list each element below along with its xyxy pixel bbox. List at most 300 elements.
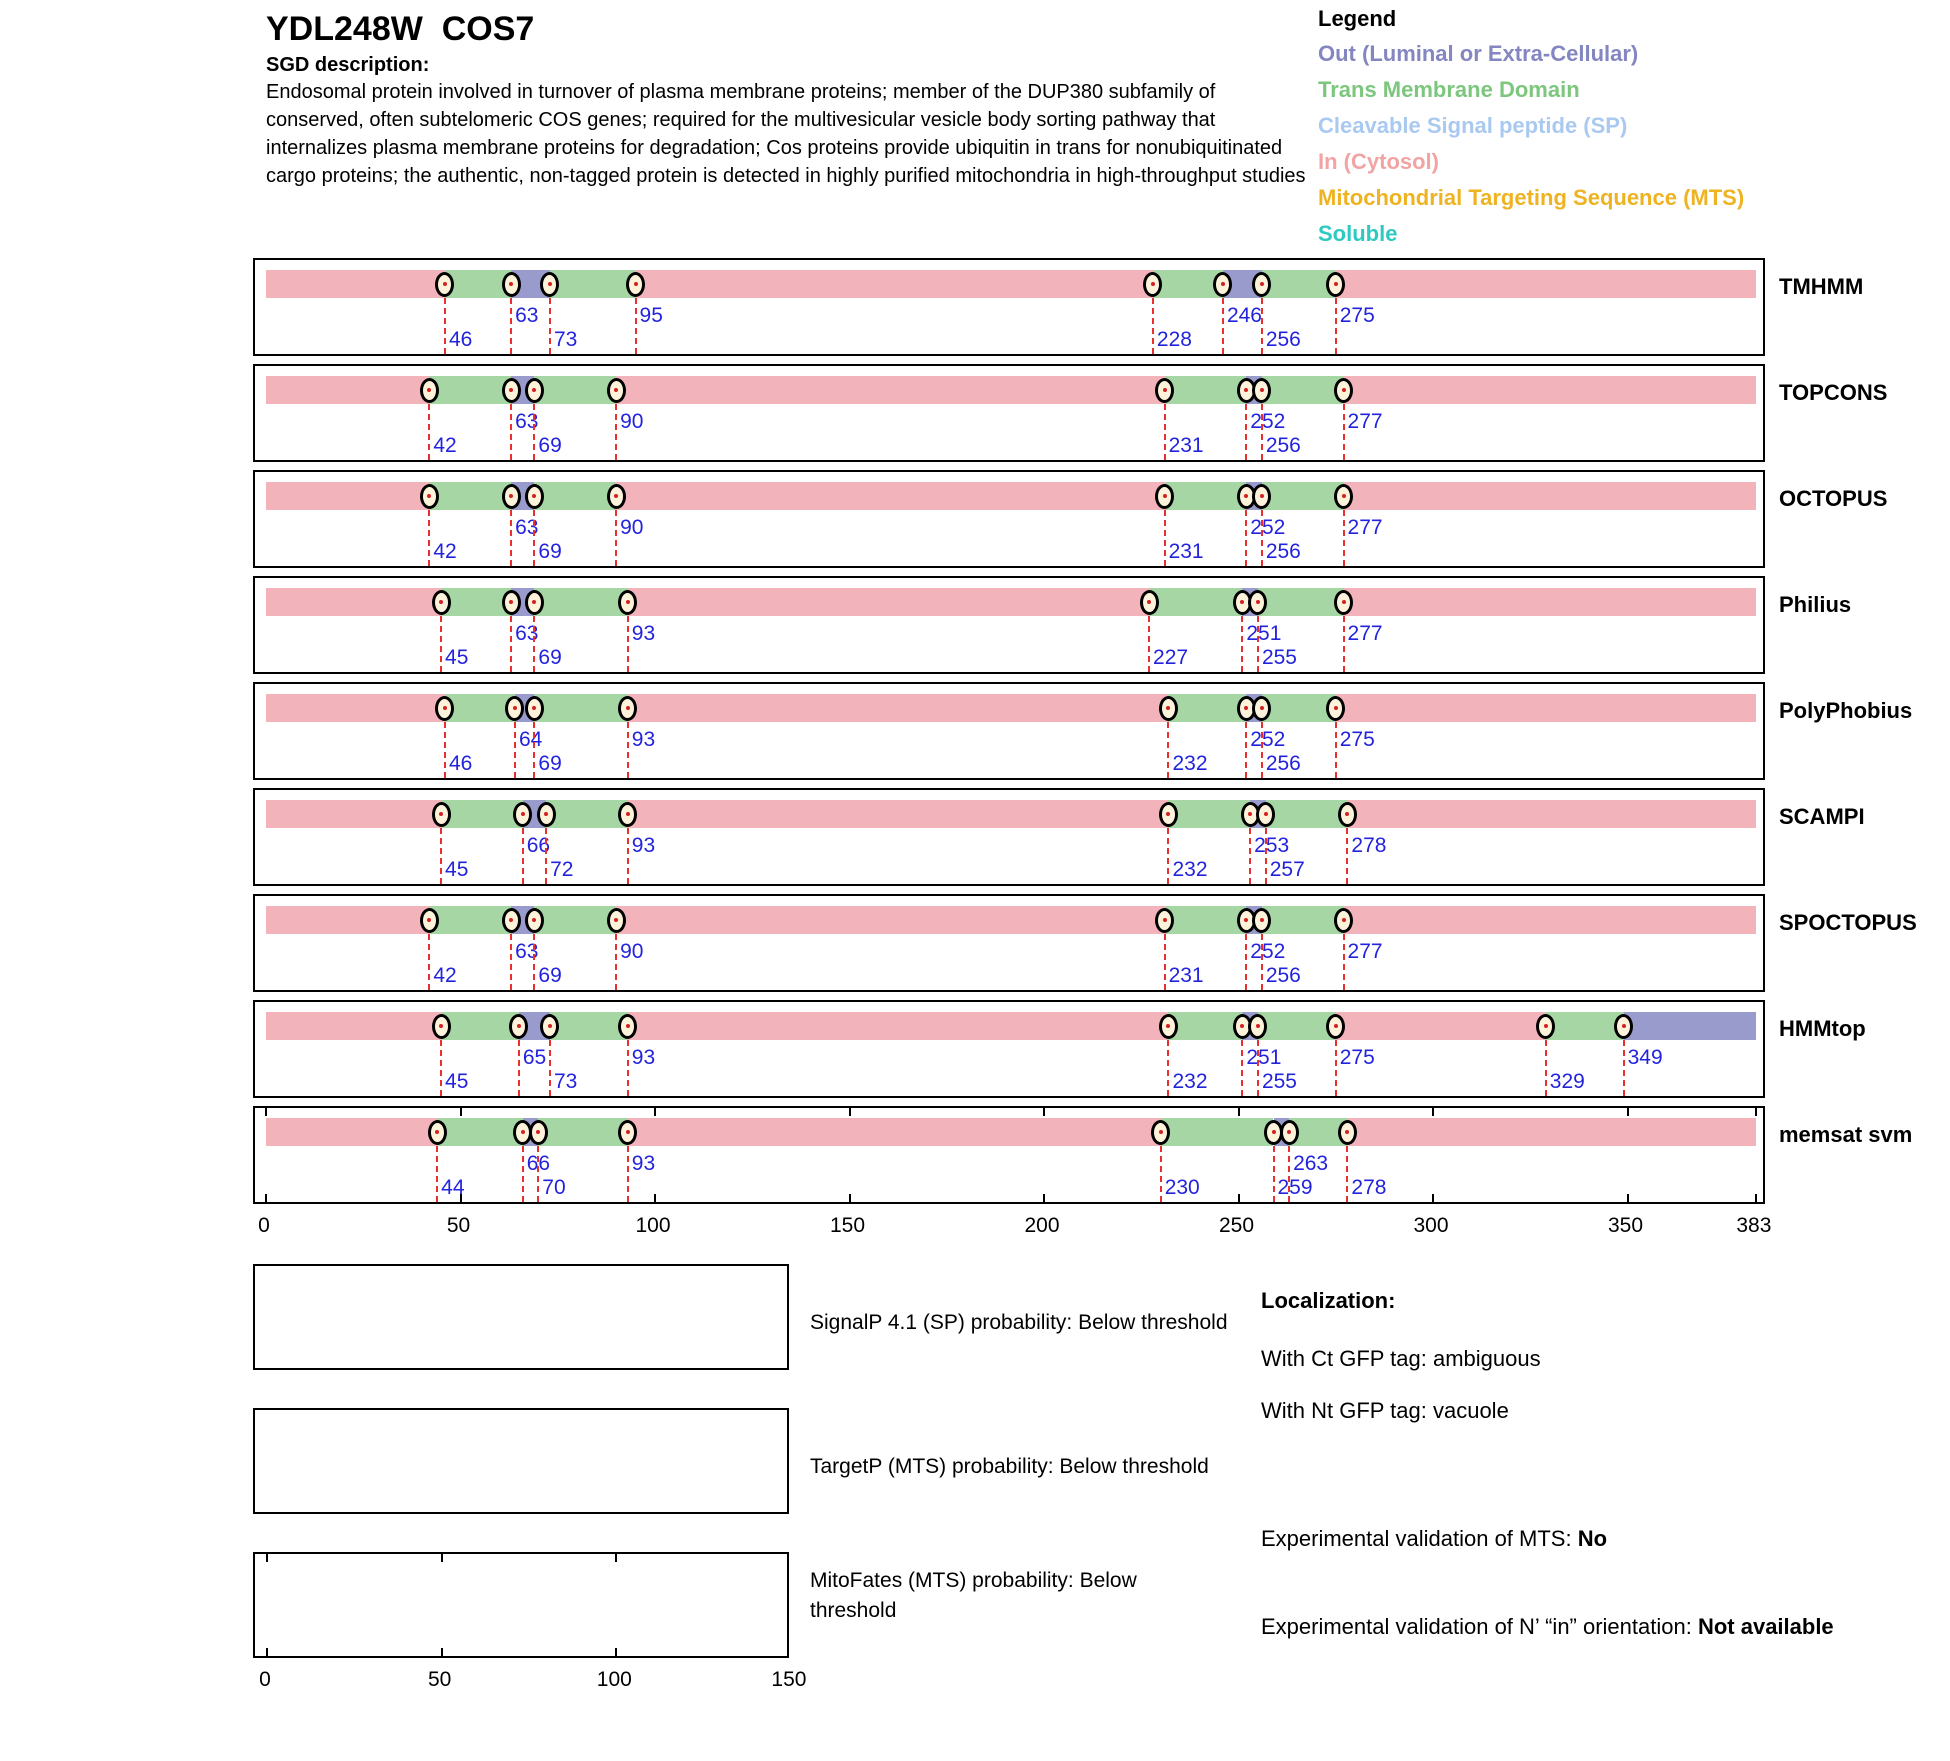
axis-tick-label: 50 — [446, 1214, 471, 1237]
segment-in — [616, 906, 1164, 934]
boundary-label: 90 — [620, 410, 644, 433]
boundary-marker — [1338, 802, 1357, 827]
segment-in — [628, 800, 1169, 828]
boundary-marker — [525, 378, 544, 403]
segment-tm — [441, 1012, 519, 1040]
boundary-label: 93 — [631, 1046, 656, 1069]
boundary-marker — [1338, 1120, 1357, 1145]
boundary-marker-dot — [1248, 812, 1252, 816]
boundary-marker-dot — [1244, 918, 1248, 922]
boundary-marker-dot — [1260, 388, 1264, 392]
boundary-label: 63 — [515, 304, 539, 327]
track-box-octopus — [253, 470, 1765, 568]
boundary-line — [1265, 828, 1267, 884]
boundary-marker-dot — [1151, 282, 1155, 286]
segment-tm — [1262, 376, 1344, 404]
boundary-marker-dot — [1342, 494, 1346, 498]
boundary-marker-dot — [439, 600, 443, 604]
track-box-hmmtop — [253, 1000, 1765, 1098]
boundary-marker — [502, 484, 521, 509]
boundary-line — [533, 722, 535, 778]
boundary-marker — [618, 590, 637, 615]
boundary-label: 256 — [1265, 434, 1301, 457]
boundary-marker-dot — [532, 918, 536, 922]
boundary-label: 69 — [538, 646, 562, 669]
boundary-line — [1261, 298, 1263, 354]
boundary-marker-dot — [626, 1024, 630, 1028]
boundary-line — [428, 934, 430, 990]
track-box-tmhmm — [253, 258, 1765, 356]
probability-panel-2 — [253, 1552, 789, 1658]
panel-axis-tick — [615, 1648, 617, 1656]
track-label-octopus: OCTOPUS — [1779, 486, 1888, 511]
boundary-marker-dot — [509, 600, 513, 604]
track-box-memsat-svm — [253, 1106, 1765, 1204]
panel-axis-tick — [266, 1648, 268, 1656]
boundary-label: 275 — [1339, 1046, 1375, 1069]
mts-validation-value: No — [1577, 1526, 1608, 1551]
boundary-line — [1261, 934, 1263, 990]
axis-tick — [1043, 1108, 1045, 1116]
probability-panel-0 — [253, 1264, 789, 1370]
boundary-label: 230 — [1164, 1176, 1200, 1199]
boundary-label: 45 — [445, 646, 469, 669]
boundary-label: 42 — [433, 964, 457, 987]
boundary-label: 93 — [631, 1152, 656, 1175]
boundary-label: 257 — [1269, 858, 1305, 881]
boundary-line — [1241, 616, 1243, 672]
boundary-line — [1343, 934, 1345, 990]
boundary-marker-dot — [509, 494, 513, 498]
boundary-label: 228 — [1156, 328, 1192, 351]
boundary-label: 93 — [631, 728, 656, 751]
boundary-line — [440, 1040, 442, 1096]
boundary-marker — [1155, 908, 1174, 933]
segment-in — [1347, 1118, 1755, 1146]
axis-tick-label: 0 — [258, 1214, 270, 1237]
panel-axis-tick — [441, 1648, 443, 1656]
track-box-philius — [253, 576, 1765, 674]
segment-in — [266, 270, 445, 298]
boundary-marker-dot — [1342, 388, 1346, 392]
boundary-marker-dot — [1256, 1024, 1260, 1028]
boundary-marker — [513, 802, 532, 827]
boundary-label: 73 — [553, 328, 578, 351]
boundary-label: 63 — [515, 516, 539, 539]
axis-tick — [654, 1108, 656, 1116]
boundary-line — [635, 298, 637, 354]
boundary-label: 45 — [445, 1070, 469, 1093]
boundary-marker-dot — [513, 706, 517, 710]
boundary-line — [444, 298, 446, 354]
boundary-marker-dot — [1260, 282, 1264, 286]
boundary-label: 329 — [1549, 1070, 1585, 1093]
boundary-label: 90 — [620, 940, 644, 963]
boundary-line — [1346, 828, 1348, 884]
segment-tm — [546, 800, 628, 828]
boundary-line — [1167, 1040, 1169, 1096]
boundary-line — [615, 404, 617, 460]
boundary-line — [627, 1040, 629, 1096]
boundary-marker-dot — [626, 1130, 630, 1134]
boundary-line — [1245, 510, 1247, 566]
track-label-polyphobius: PolyPhobius — [1779, 698, 1913, 723]
boundary-marker — [525, 590, 544, 615]
track-label-topcons: TOPCONS — [1779, 380, 1888, 405]
boundary-label: 70 — [542, 1176, 566, 1199]
boundary-label: 63 — [515, 940, 539, 963]
boundary-line — [1273, 1146, 1275, 1202]
axis-tick — [1432, 1194, 1434, 1202]
boundary-label: 231 — [1168, 540, 1204, 563]
boundary-marker — [502, 590, 521, 615]
boundary-marker — [540, 1014, 559, 1039]
segment-in — [628, 1012, 1169, 1040]
boundary-label: 263 — [1293, 1152, 1329, 1175]
boundary-label: 251 — [1246, 622, 1282, 645]
boundary-marker-dot — [1260, 706, 1264, 710]
boundary-marker-dot — [1260, 918, 1264, 922]
segment-tm — [1168, 800, 1250, 828]
boundary-label: 232 — [1172, 1070, 1208, 1093]
boundary-line — [1346, 1146, 1348, 1202]
boundary-marker-dot — [626, 706, 630, 710]
legend-item-5: Soluble — [1318, 221, 1398, 246]
boundary-marker-dot — [532, 494, 536, 498]
segment-out — [1624, 1012, 1756, 1040]
panel-axis-tick — [441, 1554, 443, 1562]
boundary-marker — [540, 272, 559, 297]
boundary-marker-dot — [1240, 600, 1244, 604]
legend-heading: Legend — [1318, 6, 1397, 31]
axis-tick-label: 300 — [1413, 1214, 1449, 1237]
boundary-line — [1152, 298, 1154, 354]
axis-tick — [654, 1194, 656, 1202]
boundary-line — [510, 404, 512, 460]
boundary-marker — [1151, 1120, 1170, 1145]
boundary-marker — [626, 272, 645, 297]
boundary-marker — [1159, 1014, 1178, 1039]
boundary-marker — [428, 1120, 447, 1145]
localization-nt-gfp: With Nt GFP tag: vacuole — [1261, 1398, 1509, 1423]
boundary-marker — [1326, 1014, 1345, 1039]
boundary-label: 252 — [1250, 940, 1286, 963]
boundary-label: 42 — [433, 540, 457, 563]
boundary-line — [549, 298, 551, 354]
boundary-label: 65 — [522, 1046, 547, 1069]
boundary-marker-dot — [1345, 1130, 1349, 1134]
track-label-philius: Philius — [1779, 592, 1852, 617]
boundary-marker-dot — [521, 1130, 525, 1134]
segment-tm — [1258, 588, 1344, 616]
segment-tm — [550, 1012, 628, 1040]
axis-tick — [1043, 1194, 1045, 1202]
boundary-label: 252 — [1250, 728, 1286, 751]
probability-panel-label-2: MitoFates (MTS) probability: Below threshold — [810, 1569, 1137, 1622]
segment-in — [266, 800, 441, 828]
boundary-label: 252 — [1250, 516, 1286, 539]
segment-in — [616, 482, 1164, 510]
segment-tm — [429, 376, 511, 404]
boundary-marker-dot — [1287, 1130, 1291, 1134]
boundary-marker-dot — [614, 388, 618, 392]
axis-tick — [1432, 1108, 1434, 1116]
boundary-marker-dot — [1244, 494, 1248, 498]
boundary-marker — [525, 484, 544, 509]
boundary-line — [549, 1040, 551, 1096]
boundary-label: 66 — [526, 834, 551, 857]
boundary-marker — [537, 802, 556, 827]
axis-tick-label: 250 — [1218, 1214, 1255, 1237]
boundary-marker — [502, 378, 521, 403]
boundary-marker — [1252, 696, 1271, 721]
boundary-marker-dot — [443, 706, 447, 710]
boundary-marker — [502, 908, 521, 933]
panel-axis-label: 100 — [596, 1668, 632, 1691]
boundary-marker-dot — [435, 1130, 439, 1134]
track-box-scampi — [253, 788, 1765, 886]
boundary-marker — [1252, 484, 1271, 509]
boundary-marker — [420, 378, 439, 403]
boundary-marker — [525, 696, 544, 721]
panel-axis-tick — [266, 1554, 268, 1562]
boundary-marker — [432, 1014, 451, 1039]
segment-in — [628, 1118, 1161, 1146]
boundary-marker — [1614, 1014, 1633, 1039]
boundary-line — [1335, 298, 1337, 354]
segment-tm — [429, 482, 511, 510]
boundary-label: 45 — [445, 858, 469, 881]
boundary-label: 46 — [448, 752, 473, 775]
boundary-marker — [607, 484, 626, 509]
boundary-label: 63 — [515, 410, 539, 433]
axis-tick — [1755, 1108, 1757, 1116]
axis-tick — [849, 1108, 851, 1116]
track-label-hmmtop: HMMtop — [1779, 1016, 1866, 1041]
boundary-marker-dot — [614, 494, 618, 498]
segment-tm — [534, 376, 616, 404]
segment-in — [1347, 800, 1755, 828]
boundary-marker-dot — [509, 388, 513, 392]
boundary-label: 231 — [1168, 434, 1204, 457]
segment-in — [1344, 376, 1756, 404]
boundary-line — [533, 934, 535, 990]
boundary-marker-dot — [532, 600, 536, 604]
boundary-marker-dot — [544, 812, 548, 816]
legend-item-4: Mitochondrial Targeting Sequence (MTS) — [1318, 185, 1745, 210]
segment-tm — [1165, 376, 1247, 404]
segment-tm — [1165, 482, 1247, 510]
boundary-marker — [618, 1120, 637, 1145]
boundary-marker — [1155, 378, 1174, 403]
boundary-marker-dot — [1240, 1024, 1244, 1028]
boundary-line — [545, 828, 547, 884]
boundary-marker-dot — [1260, 494, 1264, 498]
segment-tm — [534, 906, 616, 934]
boundary-label: 66 — [526, 1152, 551, 1175]
boundary-marker-dot — [443, 282, 447, 286]
boundary-marker-dot — [1342, 600, 1346, 604]
boundary-line — [1335, 1040, 1337, 1096]
boundary-line — [1148, 616, 1150, 672]
boundary-marker — [1248, 590, 1267, 615]
segment-in — [636, 270, 1153, 298]
boundary-label: 232 — [1172, 858, 1208, 881]
axis-tick — [1627, 1108, 1629, 1116]
boundary-line — [510, 510, 512, 566]
boundary-line — [1261, 404, 1263, 460]
boundary-label: 277 — [1347, 622, 1383, 645]
segment-in — [628, 694, 1169, 722]
boundary-marker — [1334, 908, 1353, 933]
boundary-marker-dot — [439, 1024, 443, 1028]
boundary-marker — [607, 908, 626, 933]
track-box-topcons — [253, 364, 1765, 462]
boundary-label: 256 — [1265, 752, 1301, 775]
boundary-marker — [618, 696, 637, 721]
boundary-label: 46 — [448, 328, 473, 351]
boundary-marker — [432, 802, 451, 827]
boundary-marker — [525, 908, 544, 933]
segment-in — [1336, 694, 1756, 722]
boundary-label: 256 — [1265, 328, 1301, 351]
axis-tick — [849, 1194, 851, 1202]
panel-axis-label: 50 — [427, 1668, 452, 1691]
axis-tick — [460, 1108, 462, 1116]
boundary-line — [514, 722, 516, 778]
boundary-line — [1343, 404, 1345, 460]
boundary-line — [1164, 510, 1166, 566]
boundary-line — [510, 616, 512, 672]
boundary-marker — [607, 378, 626, 403]
legend-item-3: In (Cytosol) — [1318, 149, 1439, 174]
boundary-line — [510, 298, 512, 354]
boundary-marker-dot — [1334, 706, 1338, 710]
boundary-label: 69 — [538, 434, 562, 457]
boundary-line — [615, 510, 617, 566]
boundary-label: 42 — [433, 434, 457, 457]
boundary-line — [615, 934, 617, 990]
segment-tm — [1262, 906, 1344, 934]
boundary-marker-dot — [1159, 1130, 1163, 1134]
boundary-line — [533, 616, 535, 672]
segment-in — [616, 376, 1164, 404]
sgd-description-heading: SGD description: — [266, 54, 430, 76]
boundary-marker-dot — [521, 812, 525, 816]
boundary-marker-dot — [1622, 1024, 1626, 1028]
track-label-memsat-svm: memsat svm — [1779, 1122, 1913, 1147]
boundary-label: 90 — [620, 516, 644, 539]
mts-validation-line — [1261, 1524, 1861, 1554]
segment-in — [1336, 270, 1756, 298]
boundary-line — [1343, 616, 1345, 672]
legend-item-0: Out (Luminal or Extra-Cellular) — [1318, 41, 1639, 66]
boundary-line — [1257, 616, 1259, 672]
panel-axis-label: 150 — [771, 1668, 807, 1691]
boundary-marker — [1326, 696, 1345, 721]
boundary-line — [510, 934, 512, 990]
boundary-marker-dot — [1163, 494, 1167, 498]
boundary-label: 259 — [1277, 1176, 1313, 1199]
boundary-line — [1167, 828, 1169, 884]
boundary-line — [1245, 722, 1247, 778]
segment-tm — [441, 800, 523, 828]
axis-tick — [1627, 1194, 1629, 1202]
boundary-marker-dot — [509, 282, 513, 286]
boundary-marker — [1155, 484, 1174, 509]
boundary-label: 44 — [441, 1176, 465, 1199]
panel-axis-tick — [615, 1554, 617, 1562]
boundary-marker — [1252, 908, 1271, 933]
boundary-label: 256 — [1265, 964, 1301, 987]
boundary-marker-dot — [1244, 388, 1248, 392]
segment-in — [1344, 906, 1756, 934]
boundary-marker-dot — [634, 282, 638, 286]
boundary-marker-dot — [1272, 1130, 1276, 1134]
boundary-marker-dot — [427, 388, 431, 392]
boundary-marker — [1334, 590, 1353, 615]
boundary-marker-dot — [1334, 1024, 1338, 1028]
boundary-label: 95 — [639, 304, 663, 327]
boundary-line — [1335, 722, 1337, 778]
boundary-line — [533, 404, 535, 460]
boundary-marker — [1248, 1014, 1267, 1039]
boundary-label: 255 — [1261, 1070, 1297, 1093]
localization-ct-gfp: With Ct GFP tag: ambiguous — [1261, 1346, 1541, 1371]
segment-in — [266, 482, 429, 510]
segment-in — [1344, 482, 1756, 510]
segment-tm — [1262, 694, 1336, 722]
boundary-line — [1245, 934, 1247, 990]
legend-item-2: Cleavable Signal peptide (SP) — [1318, 113, 1628, 138]
boundary-line — [1261, 510, 1263, 566]
boundary-label: 275 — [1339, 728, 1375, 751]
segment-tm — [1168, 1012, 1242, 1040]
boundary-marker — [1159, 802, 1178, 827]
boundary-label: 227 — [1153, 646, 1189, 669]
boundary-marker-dot — [1166, 1024, 1170, 1028]
probability-panel-1 — [253, 1408, 789, 1514]
boundary-line — [1257, 1040, 1259, 1096]
segment-tm — [1161, 1118, 1274, 1146]
boundary-marker — [505, 696, 524, 721]
boundary-line — [1343, 510, 1345, 566]
track-label-spoctopus: SPOCTOPUS — [1779, 910, 1917, 935]
boundary-line — [440, 828, 442, 884]
boundary-line — [522, 828, 524, 884]
localization-heading: Localization: — [1261, 1288, 1396, 1313]
boundary-label: 278 — [1351, 1176, 1387, 1199]
boundary-label: 277 — [1347, 410, 1383, 433]
boundary-label: 246 — [1226, 304, 1262, 327]
boundary-marker-dot — [427, 918, 431, 922]
segment-in — [266, 1118, 437, 1146]
segment-tm — [429, 906, 511, 934]
boundary-marker-dot — [1256, 600, 1260, 604]
boundary-label: 69 — [538, 752, 562, 775]
boundary-marker-dot — [1264, 812, 1268, 816]
boundary-marker-dot — [1342, 918, 1346, 922]
axis-tick — [265, 1194, 267, 1202]
segment-tm — [437, 1118, 523, 1146]
boundary-marker — [1326, 272, 1345, 297]
boundary-marker — [1334, 378, 1353, 403]
boundary-label: 277 — [1347, 940, 1383, 963]
orientation-validation-value: Not available — [1697, 1614, 1834, 1639]
segment-tm — [538, 1118, 627, 1146]
panel-axis-label: 0 — [259, 1668, 271, 1691]
boundary-line — [1288, 1146, 1290, 1202]
